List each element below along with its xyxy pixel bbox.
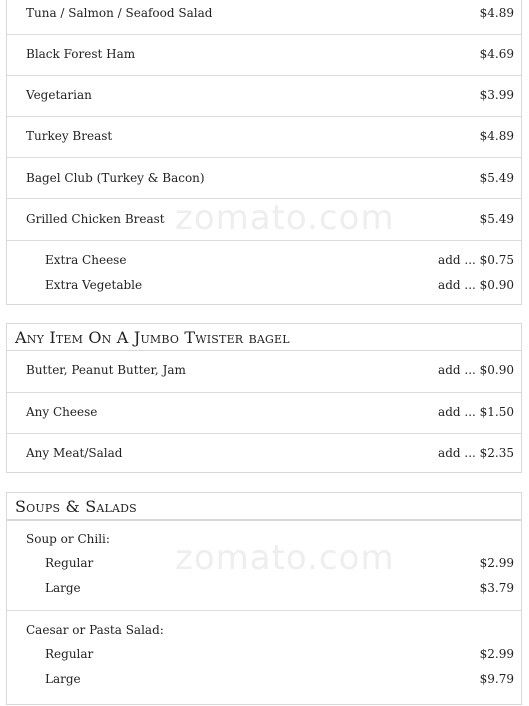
menu-item-row <box>7 351 521 392</box>
menu-option-price: $9.79 <box>479 672 514 686</box>
menu-option-price: $2.99 <box>479 647 514 661</box>
menu-item-price: $3.99 <box>479 88 514 102</box>
menu-item-name: Turkey Breast <box>26 129 113 143</box>
extra-item-price: add ... $0.90 <box>438 278 514 292</box>
menu-item-row <box>7 198 521 240</box>
menu-item-row <box>7 75 521 116</box>
menu-item-row <box>7 157 521 198</box>
menu-group-row <box>7 610 521 706</box>
menu-option-price: $2.99 <box>479 556 514 570</box>
section-title: Soups & Salads <box>15 497 137 516</box>
menu-item-name: Grilled Chicken Breast <box>26 212 165 226</box>
extras-row <box>7 240 521 306</box>
menu-item-name: Butter, Peanut Butter, Jam <box>26 363 186 377</box>
menu-item-price: $4.69 <box>479 47 514 61</box>
extra-item-price: add ... $0.75 <box>438 253 514 267</box>
menu-item-price: $5.49 <box>479 171 514 185</box>
jumbo-menu-section <box>6 350 522 473</box>
menu-group-name: Soup or Chili: <box>26 532 110 546</box>
menu-item-price: $5.49 <box>479 212 514 226</box>
menu-item-price: add ... $2.35 <box>438 446 514 460</box>
menu-option-price: $3.79 <box>479 581 514 595</box>
menu-item-name: Any Cheese <box>26 405 98 419</box>
section-header-jumbo <box>6 323 522 351</box>
menu-item-name: Bagel Club (Turkey & Bacon) <box>26 171 205 185</box>
menu-item-name: Any Meat/Salad <box>26 446 123 460</box>
menu-item-price: $4.89 <box>479 129 514 143</box>
menu-option-name: Regular <box>45 647 94 661</box>
menu-item-row <box>7 0 521 34</box>
menu-item-name: Black Forest Ham <box>26 47 136 61</box>
menu-item-price: add ... $0.90 <box>438 363 514 377</box>
menu-item-row <box>7 392 521 433</box>
section-header-soups <box>6 492 522 520</box>
menu-item-name: Vegetarian <box>26 88 92 102</box>
sandwich-menu-section <box>6 0 522 305</box>
soups-menu-section <box>6 520 522 705</box>
menu-item-row <box>7 34 521 75</box>
menu-item-row <box>7 433 521 474</box>
menu-option-name: Large <box>45 672 81 686</box>
section-title: Any Item On A Jumbo Twister bagel <box>15 328 290 347</box>
menu-option-name: Large <box>45 581 81 595</box>
menu-group-name: Caesar or Pasta Salad: <box>26 623 164 637</box>
menu-item-row <box>7 116 521 157</box>
menu-item-price: add ... $1.50 <box>438 405 514 419</box>
menu-item-name: Tuna / Salmon / Seafood Salad <box>26 6 213 20</box>
menu-group-row <box>7 521 521 610</box>
extra-item-name: Extra Cheese <box>45 253 127 267</box>
menu-option-name: Regular <box>45 556 94 570</box>
menu-item-price: $4.89 <box>479 6 514 20</box>
extra-item-name: Extra Vegetable <box>45 278 143 292</box>
